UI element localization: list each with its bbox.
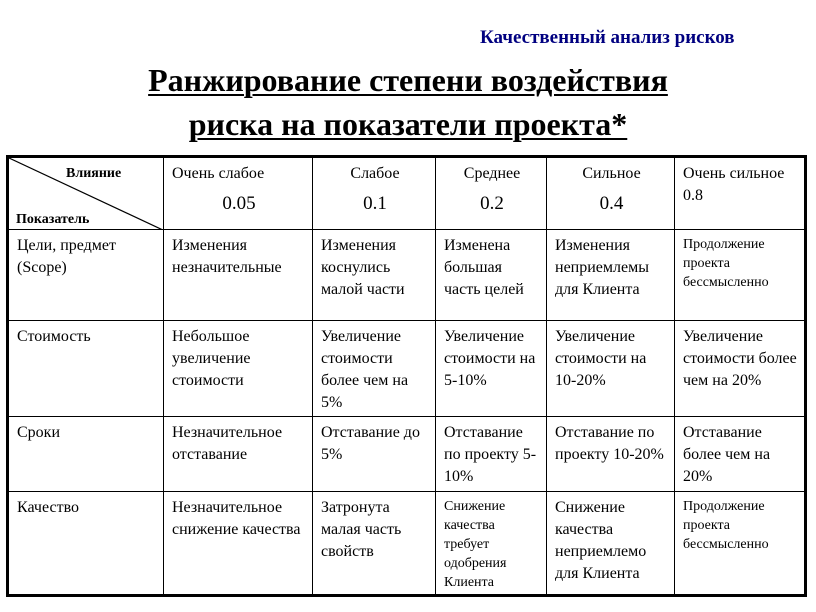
title-line-2: риска на показатели проекта* [188,106,628,142]
column-value: 0.1 [363,193,387,214]
table-cell: Незначительное отставание [164,417,313,492]
row-label: Сроки [8,417,164,492]
table-row-cost [8,321,806,417]
table-cell: Отставание по проекту 5-10% [436,417,547,492]
risk-impact-table [6,155,807,597]
table-cell: Небольшое увеличение стоимости [164,321,313,417]
table-cell: Отставание до 5% [313,417,436,492]
table-cell: Снижение качества требует одобрения Клиента [436,492,547,596]
column-header-medium [436,157,547,230]
page-title [0,58,816,146]
table-cell: Увеличение стоимости на 5-10% [436,321,547,417]
table-row-schedule [8,417,806,492]
column-header-strong [547,157,675,230]
row-label: Качество [8,492,164,596]
table-cell: Изменения коснулись малой части [313,230,436,321]
corner-influence-label: Влияние [66,166,122,181]
column-name: Очень слабое [172,165,265,182]
table-cell: Увеличение стоимости на 10-20% [547,321,675,417]
column-value: 0.05 [222,193,256,214]
table-cell: Отставание более чем на 20% [675,417,806,492]
column-name: Сильное [582,165,641,182]
table-cell: Увеличение стоимости более чем на 5% [313,321,436,417]
title-line-1: Ранжирование степени воздействия [148,62,668,98]
column-value: 0.2 [480,193,504,214]
column-value: 0.4 [599,193,624,214]
column-name: Очень сильное 0.8 [683,165,785,204]
column-name: Среднее [463,165,521,182]
table-cell: Изменена большая часть целей [436,230,547,321]
table-cell: Изменения неприемлемы для Клиента [547,230,675,321]
section-label: Качественный анализ рисков [480,27,735,48]
table-cell: Незначительное снижение качества [164,492,313,596]
column-header-very-weak [164,157,313,230]
table-cell: Продолжение проекта бессмысленно [675,230,806,321]
corner-indicator-label: Показатель [16,212,90,227]
table-cell: Отставание по проекту 10-20% [547,417,675,492]
corner-header-cell [8,157,164,230]
column-header-weak [313,157,436,230]
table-cell: Затронута малая часть свойств [313,492,436,596]
column-header-very-strong [675,157,806,230]
table-cell: Изменения незначительные [164,230,313,321]
table-cell: Продолжение проекта бессмысленно [675,492,806,596]
table-cell: Снижение качества неприемлемо для Клиента [547,492,675,596]
table-row-quality [8,492,806,596]
table-row-scope [8,230,806,321]
row-label: Цели, предмет (Scope) [8,230,164,321]
table-cell: Увеличение стоимости более чем на 20% [675,321,806,417]
column-name: Слабое [350,165,400,182]
row-label: Стоимость [8,321,164,417]
header-row [8,157,806,230]
